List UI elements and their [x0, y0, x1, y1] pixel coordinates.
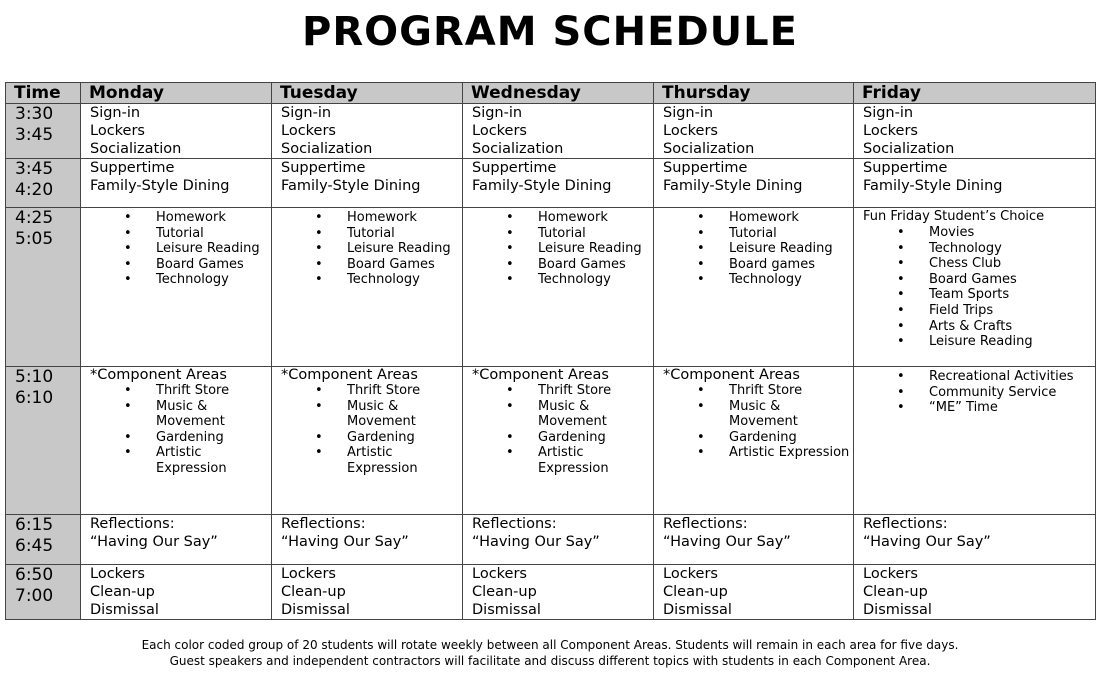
schedule-row [6, 104, 1096, 159]
activity-line: Reflections: [90, 516, 175, 532]
activity-line: Socialization [663, 141, 755, 157]
time-start: 3:45 [15, 159, 54, 179]
activity-line: Sign-in [663, 105, 714, 121]
activity-list-item: • Technology [663, 272, 853, 288]
activity-cell [854, 104, 1096, 159]
activity-cell [272, 159, 463, 208]
activity-line: Lockers [90, 566, 145, 582]
activity-cell [854, 565, 1096, 620]
activity-line: Lockers [472, 123, 527, 139]
activity-line: Suppertime [472, 160, 557, 176]
activity-list-item: • Leisure Reading [663, 241, 853, 257]
activity-list [281, 383, 462, 477]
footer-note [0, 637, 1100, 669]
activity-list-item: • Artistic Expression [281, 445, 462, 476]
activity-cell [854, 208, 1096, 367]
activity-list-item: • Tutorial [281, 226, 462, 242]
time-start: 3:30 [15, 104, 54, 124]
activity-line: Family-Style Dining [281, 178, 421, 194]
header-wednesday: Wednesday [463, 83, 654, 104]
activity-list [90, 383, 271, 477]
activity-list-item: • Homework [472, 210, 653, 226]
activity-line: Clean-up [663, 584, 728, 600]
activity-list-item: • Artistic Expression [472, 445, 653, 476]
activity-cell [272, 104, 463, 159]
header-time: Time [6, 83, 81, 104]
activity-list-item: • Leisure Reading [281, 241, 462, 257]
activity-line: Lockers [281, 566, 336, 582]
activity-list-item: • Homework [663, 210, 853, 226]
schedule-row [6, 515, 1096, 565]
time-start: 6:50 [15, 565, 54, 585]
activity-heading: Fun Friday Student’s Choice [863, 209, 1045, 224]
activity-cell [654, 104, 854, 159]
header-tuesday: Tuesday [272, 83, 463, 104]
time-end: 7:00 [15, 586, 54, 606]
activity-line: Suppertime [90, 160, 175, 176]
activity-list-item: • Gardening [472, 430, 653, 446]
activity-list-item: • Movies [863, 225, 1095, 241]
activity-list-item: • Recreational Activities [863, 369, 1095, 385]
activity-list [90, 210, 271, 288]
time-cell [6, 159, 81, 208]
activity-cell [81, 159, 272, 208]
activity-cell [463, 159, 654, 208]
activity-line: Socialization [281, 141, 373, 157]
header-monday: Monday [81, 83, 272, 104]
activity-heading: *Component Areas [90, 367, 227, 383]
activity-line: Dismissal [663, 602, 732, 618]
activity-cell [81, 104, 272, 159]
time-start: 6:15 [15, 515, 54, 535]
activity-list-item: • Community Service [863, 385, 1095, 401]
activity-list-item: • Board Games [281, 257, 462, 273]
activity-heading: *Component Areas [663, 367, 800, 383]
activity-line: Lockers [90, 123, 145, 139]
activity-cell [272, 208, 463, 367]
time-cell [6, 104, 81, 159]
activity-heading: *Component Areas [472, 367, 609, 383]
activity-list-item: • Board Games [90, 257, 271, 273]
activity-list-item: • Field Trips [863, 303, 1095, 319]
activity-line: Clean-up [281, 584, 346, 600]
header-thursday: Thursday [654, 83, 854, 104]
schedule-row [6, 208, 1096, 367]
activity-list-item: • Technology [281, 272, 462, 288]
time-end: 3:45 [15, 125, 54, 145]
activity-cell [654, 159, 854, 208]
page-title: PROGRAM SCHEDULE [302, 9, 798, 55]
activity-line: Family-Style Dining [472, 178, 612, 194]
footer-line: Each color coded group of 20 students will rotate weekly between all Component Areas. Students will remain in each area for five days. [141, 638, 959, 652]
time-start: 5:10 [15, 367, 54, 387]
time-end: 6:45 [15, 536, 54, 556]
schedule-row [6, 159, 1096, 208]
activity-list-item: • Tutorial [90, 226, 271, 242]
activity-line: Reflections: [281, 516, 366, 532]
activity-list [863, 225, 1095, 350]
schedule-row [6, 367, 1096, 515]
activity-heading: *Component Areas [281, 367, 418, 383]
activity-cell [654, 367, 854, 515]
activity-line: Lockers [281, 123, 336, 139]
time-end: 6:10 [15, 388, 54, 408]
time-start: 4:25 [15, 208, 54, 228]
activity-cell [272, 367, 463, 515]
activity-list-item: • Leisure Reading [90, 241, 271, 257]
activity-line: Socialization [90, 141, 182, 157]
activity-list-item: • Team Sports [863, 287, 1095, 303]
activity-cell [272, 565, 463, 620]
activity-list-item: • Homework [281, 210, 462, 226]
header-row [6, 83, 1096, 104]
activity-line: Clean-up [90, 584, 155, 600]
activity-list-item: • Gardening [90, 430, 271, 446]
activity-list-item: • Technology [90, 272, 271, 288]
activity-line: Sign-in [90, 105, 141, 121]
activity-line: Reflections: [472, 516, 557, 532]
time-cell [6, 367, 81, 515]
activity-list-item: • Thrift Store [90, 383, 271, 399]
activity-line: Reflections: [663, 516, 748, 532]
activity-line: Socialization [472, 141, 564, 157]
activity-list-item: • Technology [863, 241, 1095, 257]
activity-cell [654, 208, 854, 367]
activity-cell [854, 367, 1096, 515]
schedule-table [5, 82, 1096, 620]
activity-line: “Having Our Say” [663, 534, 791, 550]
activity-line: Socialization [863, 141, 955, 157]
activity-cell [854, 515, 1096, 565]
activity-list-item: • Music & Movement [472, 399, 653, 430]
activity-line: “Having Our Say” [863, 534, 991, 550]
activity-list-item: • Board Games [472, 257, 653, 273]
activity-cell [463, 515, 654, 565]
schedule-row [6, 565, 1096, 620]
activity-list-item: • Artistic Expression [90, 445, 271, 476]
activity-cell [654, 515, 854, 565]
activity-list-item: • Leisure Reading [472, 241, 653, 257]
activity-list-item: • Board games [663, 257, 853, 273]
activity-line: Lockers [863, 566, 918, 582]
activity-cell [854, 159, 1096, 208]
activity-list-item: • Thrift Store [281, 383, 462, 399]
footer-line: Guest speakers and independent contractors will facilitate and discuss different topics with students in each Component Area. [169, 654, 931, 668]
activity-list [472, 210, 653, 288]
time-cell [6, 565, 81, 620]
activity-line: Suppertime [281, 160, 366, 176]
activity-line: Clean-up [863, 584, 928, 600]
activity-cell [81, 208, 272, 367]
activity-cell [463, 104, 654, 159]
activity-line: Dismissal [863, 602, 932, 618]
activity-cell [272, 515, 463, 565]
activity-line: Dismissal [472, 602, 541, 618]
activity-list-item: • Tutorial [663, 226, 853, 242]
activity-list [663, 210, 853, 288]
activity-list [281, 210, 462, 288]
activity-list [663, 383, 853, 461]
activity-cell [463, 367, 654, 515]
time-end: 4:20 [15, 180, 54, 200]
activity-line: Suppertime [863, 160, 948, 176]
activity-list-item: • Thrift Store [472, 383, 653, 399]
activity-list-item: • Music & Movement [281, 399, 462, 430]
activity-list-item: • Music & Movement [90, 399, 271, 430]
activity-list-item: • Tutorial [472, 226, 653, 242]
activity-list [472, 383, 653, 477]
activity-line: Lockers [472, 566, 527, 582]
time-cell [6, 208, 81, 367]
activity-cell [81, 565, 272, 620]
activity-cell [654, 565, 854, 620]
activity-line: Lockers [663, 566, 718, 582]
activity-line: Sign-in [281, 105, 332, 121]
activity-cell [81, 515, 272, 565]
activity-list-item: • Leisure Reading [863, 334, 1095, 350]
activity-list-item: • Gardening [663, 430, 853, 446]
activity-list [863, 369, 1095, 416]
activity-list-item: • Artistic Expression [663, 445, 853, 461]
time-end: 5:05 [15, 229, 54, 249]
activity-list-item: • “ME” Time [863, 400, 1095, 416]
activity-line: Family-Style Dining [663, 178, 803, 194]
activity-line: Clean-up [472, 584, 537, 600]
activity-line: Reflections: [863, 516, 948, 532]
activity-cell [463, 565, 654, 620]
activity-line: Sign-in [472, 105, 523, 121]
header-friday: Friday [854, 83, 1096, 104]
activity-line: “Having Our Say” [90, 534, 218, 550]
activity-line: Family-Style Dining [90, 178, 230, 194]
activity-line: “Having Our Say” [281, 534, 409, 550]
activity-line: Dismissal [281, 602, 350, 618]
activity-list-item: • Chess Club [863, 256, 1095, 272]
time-cell [6, 515, 81, 565]
activity-list-item: • Thrift Store [663, 383, 853, 399]
activity-list-item: • Homework [90, 210, 271, 226]
activity-line: Lockers [863, 123, 918, 139]
activity-line: Dismissal [90, 602, 159, 618]
activity-line: Sign-in [863, 105, 914, 121]
activity-line: Lockers [663, 123, 718, 139]
activity-line: Family-Style Dining [863, 178, 1003, 194]
activity-line: Suppertime [663, 160, 748, 176]
activity-line: “Having Our Say” [472, 534, 600, 550]
activity-list-item: • Board Games [863, 272, 1095, 288]
activity-list-item: • Arts & Crafts [863, 319, 1095, 335]
activity-list-item: • Technology [472, 272, 653, 288]
activity-cell [463, 208, 654, 367]
activity-list-item: • Gardening [281, 430, 462, 446]
activity-list-item: • Music & Movement [663, 399, 853, 430]
activity-cell [81, 367, 272, 515]
